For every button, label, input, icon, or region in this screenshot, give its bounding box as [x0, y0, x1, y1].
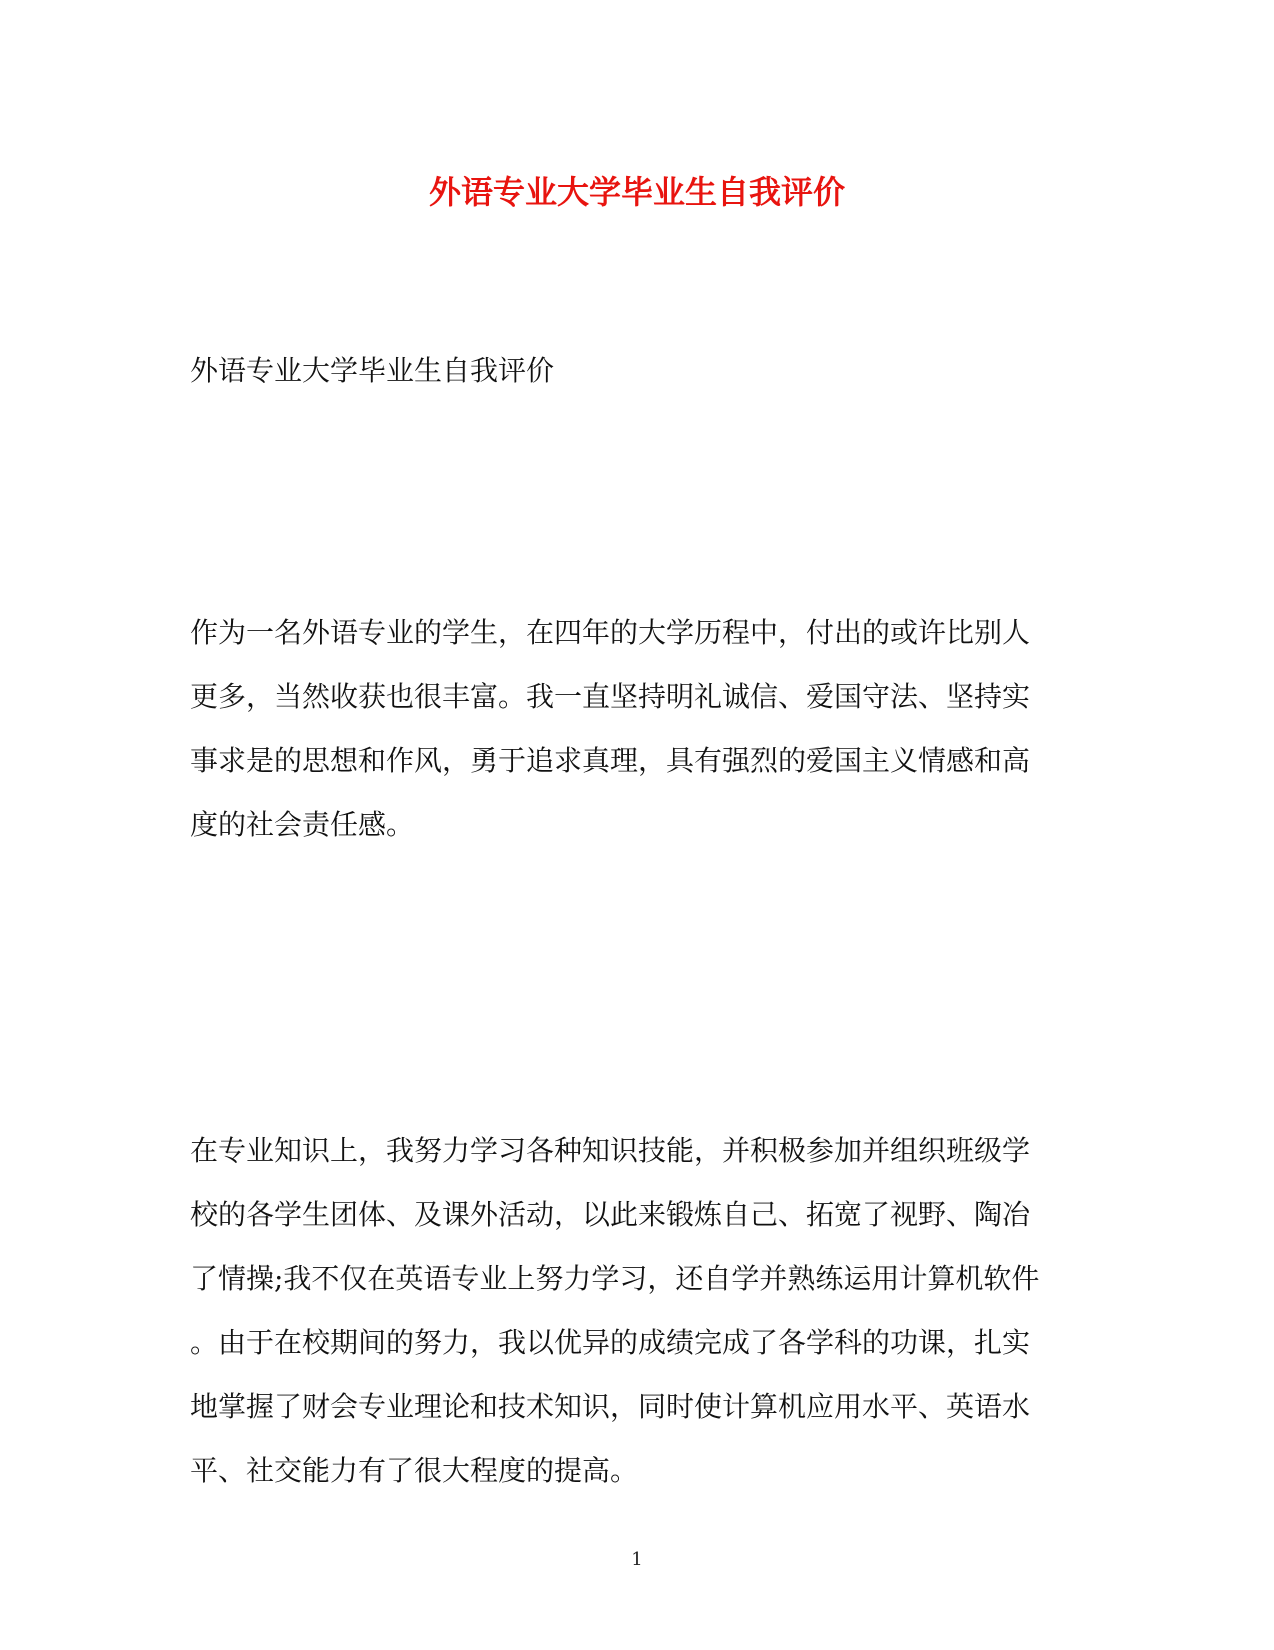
paragraph-line: 校的各学生团体、及课外活动，以此来锻炼自己、拓宽了视野、陶冶: [190, 1198, 1031, 1231]
paragraph-line: 更多，当然收获也很丰富。我一直坚持明礼诚信、爱国守法、坚持实: [190, 680, 1031, 713]
document-title: 外语专业大学毕业生自我评价: [428, 173, 845, 211]
paragraph-line: 平、社交能力有了很大程度的提高。: [190, 1454, 639, 1487]
paragraph-line: 了情操;我不仅在英语专业上努力学习，还自学并熟练运用计算机软件: [190, 1262, 1040, 1295]
paragraph-line: 度的社会责任感。: [190, 808, 415, 841]
paragraph-line: 地掌握了财会专业理论和技术知识，同时使计算机应用水平、英语水: [190, 1390, 1031, 1423]
paragraph-line: 。由于在校期间的努力，我以优异的成绩完成了各学科的功课，扎实: [190, 1326, 1031, 1359]
paragraph-2: [190, 1119, 1080, 1503]
paragraph-line: 在专业知识上，我努力学习各种知识技能，并积极参加并组织班级学: [190, 1134, 1031, 1167]
page-number: 1: [631, 1549, 643, 1570]
paragraph-1: [190, 601, 1080, 857]
paragraph-line: 作为一名外语专业的学生，在四年的大学历程中，付出的或许比别人: [190, 616, 1031, 649]
paragraph-line: 事求是的思想和作风，勇于追求真理，具有强烈的爱国主义情感和高: [190, 744, 1031, 777]
document-subtitle: 外语专业大学毕业生自我评价: [190, 354, 555, 387]
